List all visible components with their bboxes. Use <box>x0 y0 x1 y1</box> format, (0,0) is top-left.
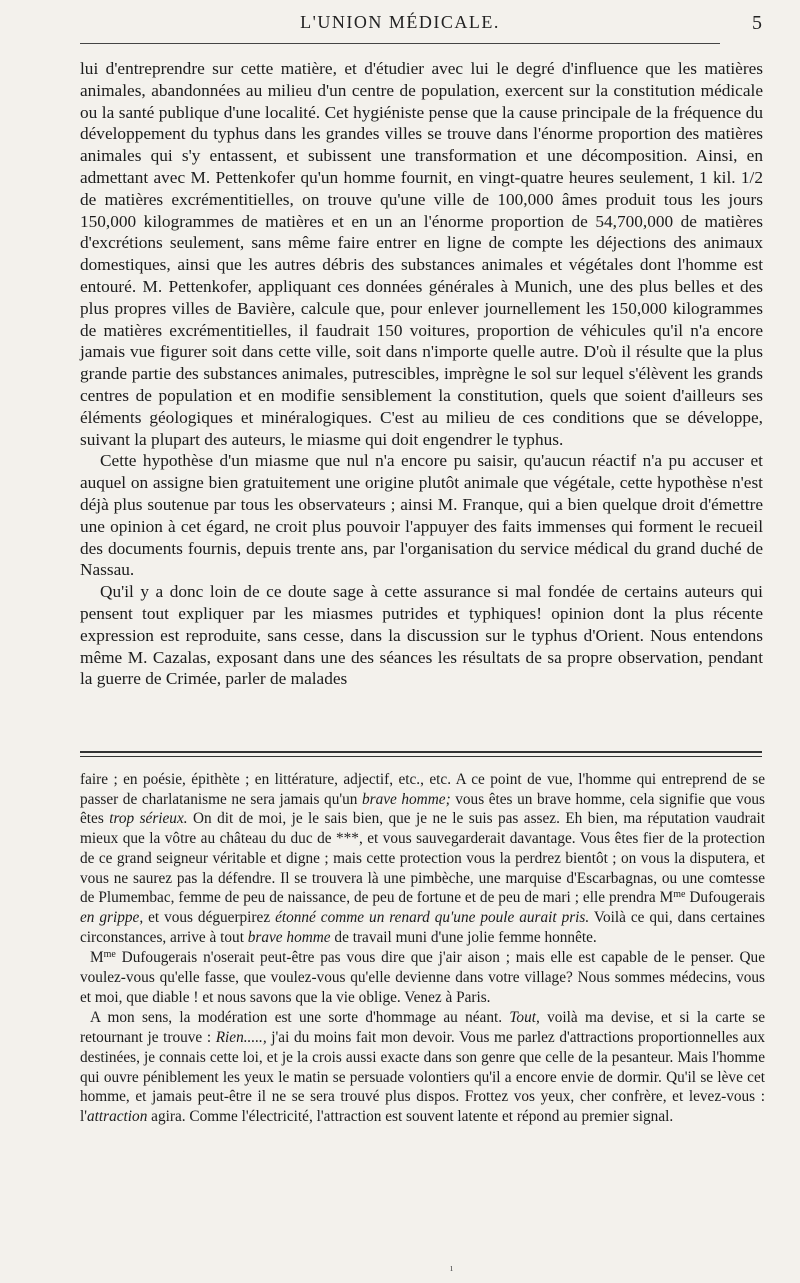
text-run: M <box>90 949 104 967</box>
journal-title: L'UNION MÉDICALE. <box>300 12 500 32</box>
feuilleton-paragraph-1 <box>80 770 765 947</box>
italic-run: brave homme; <box>361 790 451 808</box>
italic-run: étonné comme un renard qu'une poule aurait pris. <box>275 908 590 926</box>
italic-run: brave homme <box>247 928 331 946</box>
main-article-text <box>80 58 763 690</box>
text-run: Dufougerais <box>685 889 765 907</box>
text-run: faire ; en poésie, épithète ; en littérature, adjectif, etc., etc. A ce point de vue, l'homme qui entreprend de se passer de charlatanisme ne sera jamais qu'un <box>80 771 765 808</box>
text-run: agira. Comme l'électricité, l'attraction est souvent latente et répond au premier signal. <box>147 1107 674 1125</box>
feuilleton-separator <box>80 751 762 757</box>
feuilleton-paragraph-3 <box>80 1008 765 1126</box>
feuilleton-paragraph-2 <box>80 948 765 1007</box>
italic-run: attraction <box>87 1107 148 1125</box>
text-run: voilà ma devise, et si la carte se retournant je trouve : <box>80 1009 765 1047</box>
running-header <box>0 10 800 40</box>
superscript: me <box>673 889 686 901</box>
text-run: A mon sens, la modération est une sorte d'hommage au néant. <box>90 1009 510 1027</box>
superscript: me <box>103 949 116 961</box>
main-paragraph-1: lui d'entreprendre sur cette matière, et d'étudier avec lui le degré d'influence que les matières animales, abandonnées au milieu d'un centre de population, exercent sur la constitution médicale ou la santé publique d'une localité. Cet hygiéniste pense que la cause principale de la fréquence du développement du typhus dans les grandes villes se trouve dans l'énorme proportion des matières animales qui s'y entassent, et subissent une transformation et une décomposition. Ainsi, en admettant avec M. Pettenkofer qu'un homme fournit, en vingt-quatre heures seulement, 1 kil. 1/2 de matières excrémentitielles, on trouve qu'une ville de 100,000 âmes produit tous les jours 150,000 kilogrammes de matières et en un an l'énorme proportion de 54,700,000 de matières d'excrétions seulement, sans même faire entrer en ligne de compte les déjections des animaux domestiques, ainsi que les autres débris des substances animales et végétales dont l'homme est entouré. M. Pettenkofer, appliquant ces données générales à Munich, une des plus belles et des plus propres villes de Bavière, calcule que, pour enlever journellement les 150,000 kilogrammes de matières excrémentitielles, il faudrait 150 voitures, proportion de véhicules qu'il n'a encore jamais vue figurer soit dans cette ville, soit dans n'importe quelle autre. D'où il résulte que la plus grande partie des substances animales, putrescibles, imprègne le sol sur lequel s'élèvent les grands centres de population et en modifie sensiblement la constitution, quels que soient d'ailleurs ses éléments géologiques et minéralogiques. C'est au milieu de ces conditions que se développe, suivant la plupart des auteurs, le miasme qui doit engendrer le typhus. <box>80 59 763 449</box>
text-run: vous êtes un brave homme, cela signifie que vous êtes <box>80 790 765 828</box>
main-paragraph-2: Cette hypothèse d'un miasme que nul n'a encore pu saisir, qu'aucun réactif n'a pu accuser et auquel on assigne bien gratuitement une origine plutôt animale que végétale, cette hypothèse n'est déjà plus soutenue par tous les observateurs ; ainsi M. Franque, qui a bien quelque droit d'émettre une opinion à cet égard, ne croit plus pouvoir l'appuyer des faits immenses qui forment le recueil des documents fournis, depuis trente ans, par l'organisation du service médical du grand duché de Nassau. <box>80 451 763 580</box>
text-run: et vous déguerpirez <box>143 908 276 926</box>
italic-run: Tout, <box>509 1009 540 1027</box>
text-run: j'ai du moins fait mon devoir. Vous me parlez d'attractions proportionnelles aux destinées, je connais cette loi, et je la crois aussi exacte dans son genre que celle de la pesanteur. Mais l'homme qui ouvre péniblement les yeux le matin se persuade volontiers qu'il a encore envie de dormir. Qu'il se lève cet homme, et jamais peut-être il ne se sera trouvé plus dispos. Frottez vos yeux, cher confrère, et levez-vous : l' <box>80 1029 766 1125</box>
page-number: 5 <box>752 12 762 34</box>
text-run: Dufougerais n'oserait peut-être pas vous dire que j'air aison ; mais elle est capable de le penser. Que voulez-vous qu'elle fasse, que voulez-vous qu'elle devienne dans votre village? Nous sommes médecins, vous et moi, que diable ! et nous savons que la vie oblige. Venez à Paris. <box>80 949 765 1006</box>
italic-run: Rien....., <box>215 1029 267 1047</box>
main-paragraph-3: Qu'il y a donc loin de ce doute sage à cette assurance si mal fondée de certains auteurs qui pensent tout expliquer par les miasmes putrides et typhiques! opinion dont la plus récente expression est reproduite, sans cesse, dans la discussion sur le typhus d'Orient. Nous entendons même M. Cazalas, exposant dans une des séances les résultats de sa propre observation, pendant la guerre de Crimée, parler de malades <box>80 582 763 689</box>
text-run: de travail muni d'une jolie femme honnête. <box>330 928 597 946</box>
footer-mark: ı <box>450 1262 454 1274</box>
italic-run: en grippe, <box>80 908 144 926</box>
header-rule <box>80 43 720 44</box>
text-run: On dit de moi, je le sais bien, que je ne le suis pas assez. Eh bien, ma réputation vaudrait mieux que la vôtre au château du duc de ***, et vous sauvegarderait davantage. Vous êtes fier de la protection de ce grand seigneur véritable et digne ; mais cette protection vous la perdrez bientôt ; on vous la disputera, et vous ne saurez pas la défendre. Il se trouvera là une pimbèche, une marquise d'Escarbagnas, ou une comtesse de Plumembac, femme de peu de naissance, de peu de fortune et de peu de mari ; elle prendra M <box>80 810 765 907</box>
text-run: Voilà ce qui, dans certaines circonstances, arrive à tout <box>80 908 766 946</box>
italic-run: trop sérieux. <box>109 810 188 828</box>
feuilleton-text <box>80 770 765 1127</box>
